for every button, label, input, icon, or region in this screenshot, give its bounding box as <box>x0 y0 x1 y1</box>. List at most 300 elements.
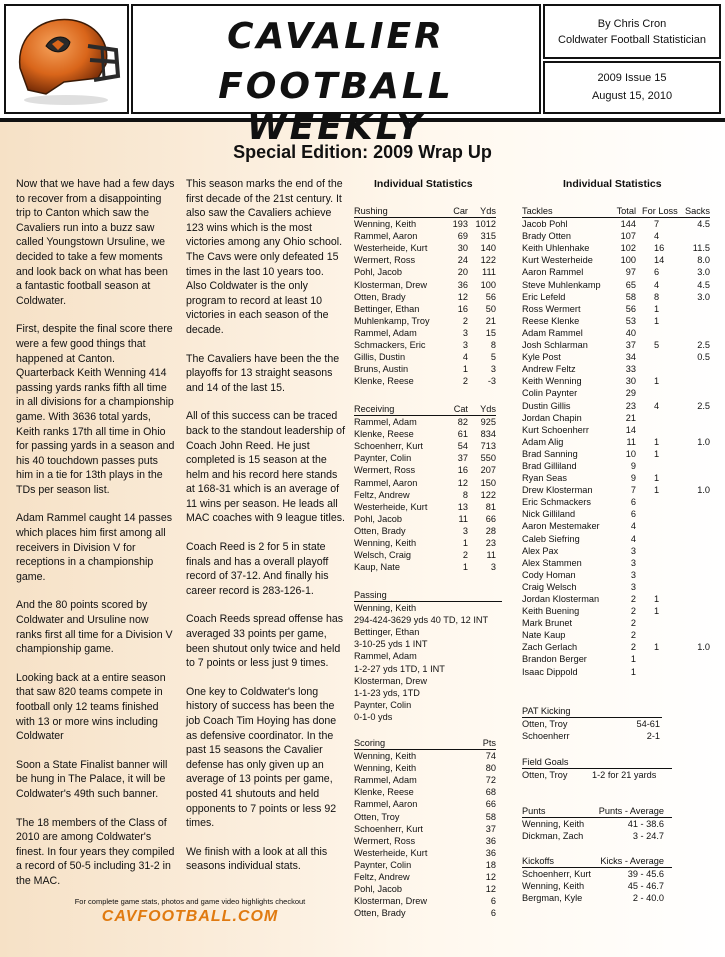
stat-cell: Schoenherr, Kurt <box>354 823 423 834</box>
tackles-row <box>522 242 710 254</box>
stat-cell: 58 <box>625 291 636 302</box>
stat-cell: 14 <box>625 424 636 435</box>
stat-cell: 4 <box>654 400 660 411</box>
scoring-row <box>354 774 496 786</box>
tackles-row <box>522 605 710 617</box>
stat-cell: Muhlenkamp, Troy <box>354 315 430 326</box>
paragraph: Coach Reed is 2 for 5 in state finals and has a overall playoff record of 37-12. And finally his career record is 283-126-1. <box>186 541 329 597</box>
stat-cell: 18 <box>485 859 496 870</box>
rushing-row <box>354 375 496 387</box>
rushing-row <box>354 303 496 315</box>
pat-row <box>522 718 662 730</box>
stat-cell: 36 <box>457 279 468 290</box>
paragraph: Coach Reeds spread offense has averaged 33 points per game, been shutout only twice and held to 7 points or less just 9 times. <box>186 613 344 670</box>
stat-cell: 100 <box>480 279 496 290</box>
stat-cell: 4 <box>462 352 468 363</box>
tackles-row <box>522 400 710 412</box>
punts-row <box>522 818 672 830</box>
receiving-row <box>354 501 496 513</box>
stat-cell: 144 <box>620 219 636 230</box>
stat-cell: 37 <box>485 823 496 834</box>
scoring-row <box>354 895 496 907</box>
stat-cell: Nate Kaup <box>522 630 566 641</box>
stat-cell: 61 <box>457 429 468 440</box>
title-box <box>131 4 541 148</box>
tackles-row <box>522 351 710 363</box>
stat-cell: 41 - 38.6 <box>627 819 664 830</box>
stat-cell: -3 <box>487 376 496 387</box>
stat-cell: Wermert, Ross <box>354 465 416 476</box>
stat-cell: 1.0 <box>697 642 710 653</box>
passing-line <box>354 699 502 711</box>
passing-line <box>354 614 502 626</box>
stat-cell: Schoenherr, Kurt <box>522 869 591 880</box>
stat-cell: 29 <box>625 388 636 399</box>
receiving-row <box>354 440 496 452</box>
stat-cell: 9 <box>630 460 636 471</box>
stat-cell: 1-1-23 yds, 1TD <box>354 687 420 698</box>
rushing-row <box>354 266 496 278</box>
tackles-row <box>522 448 710 460</box>
receiving-table <box>354 403 496 573</box>
stat-cell: 36 <box>485 835 496 846</box>
masthead-title-line2: FOOTBALL WEEKLY <box>218 66 454 148</box>
tackles-row <box>522 557 710 569</box>
stat-cell: Brad Sanning <box>522 448 578 459</box>
tackles-row <box>522 412 710 424</box>
tackles-row <box>522 218 710 230</box>
stat-cell: Sacks <box>684 206 710 216</box>
stat-cell: Pts <box>482 738 496 748</box>
tackles-row <box>522 641 710 653</box>
stat-cell: Nick Gilliland <box>522 509 576 520</box>
receiving-row <box>354 561 496 573</box>
tackles-row <box>522 653 710 665</box>
paragraph: Now that we have had a few days to recover from a disappointing trip to Canton which saw the Cavaliers run into a buzz saw called Youngstown Ursuline, we decided to take a few moments and look back on what has been a fantastic football season at Coldwater. <box>16 178 175 307</box>
punts-row <box>522 830 672 842</box>
stat-cell: 3 <box>630 569 636 580</box>
stat-cell: Pohl, Jacob <box>354 884 403 895</box>
stat-cell: 3.0 <box>697 267 710 278</box>
stat-cell: 20 <box>457 267 468 278</box>
tackles-table <box>522 205 710 678</box>
paragraph: One key to Coldwater's long history of success has been the job Coach Tim Hoying has done as defensive coordinator. In the past 15 seasons the Cavalier defense has only given up an average of 13 points per game, posted 41 shutouts and held opponents to 7 points or less 92 times. <box>186 685 337 830</box>
stat-cell: 34 <box>625 352 636 363</box>
pat-table <box>522 705 662 742</box>
stat-cell: Kicks - Average <box>600 856 664 866</box>
stat-cell: Bettinger, Ethan <box>354 627 420 638</box>
stat-cell: 45 - 46.7 <box>627 881 664 892</box>
stat-cell: Passing <box>354 590 387 600</box>
stat-cell: 97 <box>625 267 636 278</box>
tackles-row <box>522 545 710 557</box>
passing-line <box>354 687 502 699</box>
stat-cell: 1 <box>654 485 660 496</box>
kickoffs-row <box>522 892 672 904</box>
stat-cell: Welsch, Craig <box>354 550 412 561</box>
stat-cell: 1 <box>654 448 660 459</box>
stat-cell: 65 <box>625 279 636 290</box>
rushing-table <box>354 205 496 387</box>
stat-cell: Zach Gerlach <box>522 642 578 653</box>
tackles-row <box>522 569 710 581</box>
stat-cell: 2 <box>630 594 636 604</box>
stat-cell: 80 <box>485 763 496 774</box>
tackles-row <box>522 266 710 278</box>
stat-cell: Adam Alig <box>522 436 564 447</box>
stat-cell: Adam Rammel <box>522 327 583 338</box>
stat-cell: Rammel, Adam <box>354 417 417 428</box>
receiving-row <box>354 452 496 464</box>
fg-row <box>522 769 672 781</box>
stat-cell: 550 <box>480 453 496 464</box>
stat-cell: 3 <box>490 562 496 573</box>
tackles-row <box>522 460 710 472</box>
tackles-row <box>522 496 710 508</box>
stat-cell: 1 <box>462 364 468 375</box>
stat-cell: 2-1 <box>646 731 660 742</box>
stat-cell: Brandon Berger <box>522 654 587 665</box>
stat-cell: Wenning, Keith <box>354 219 417 230</box>
masthead <box>0 0 725 148</box>
stat-cell: Wenning, Keith <box>522 881 585 892</box>
stat-cell: 5 <box>654 340 660 351</box>
tackles-row <box>522 279 710 291</box>
tackles-row <box>522 339 710 351</box>
stat-cell: Ross Wermert <box>522 303 581 314</box>
tackles-row <box>522 581 710 593</box>
stat-cell: 1-2-27 yds 1TD, 1 INT <box>354 663 445 674</box>
stat-cell: 54 <box>457 441 468 452</box>
stat-cell: Klenke, Reese <box>354 429 414 440</box>
passing-line <box>354 711 502 723</box>
rushing-row <box>354 242 496 254</box>
fg-header <box>522 756 672 769</box>
stat-cell: 1 <box>654 436 660 447</box>
scoring-table <box>354 737 496 919</box>
rushing-row <box>354 351 496 363</box>
tackles-row <box>522 375 710 387</box>
stat-cell: Brad Gilliland <box>522 460 577 471</box>
stat-cell: 1 <box>654 473 660 484</box>
stat-cell: 11.5 <box>692 243 710 254</box>
scoring-row <box>354 823 496 835</box>
stat-cell: 30 <box>625 376 636 387</box>
fg-table <box>522 756 672 781</box>
stat-cell: 82 <box>457 417 468 428</box>
stat-cell: Mark Brunet <box>522 618 573 629</box>
stat-cell: Klosterman, Drew <box>354 279 428 290</box>
stat-cell: Jacob Pohl <box>522 219 568 230</box>
rushing-row <box>354 315 496 327</box>
stat-cell: 37 <box>457 453 468 464</box>
stat-cell: Cody Homan <box>522 569 576 580</box>
stat-cell: Klenke, Reese <box>354 787 414 798</box>
stat-cell: 12 <box>485 872 496 883</box>
stat-cell: Bergman, Kyle <box>522 893 583 904</box>
stat-cell: 14 <box>654 255 665 266</box>
website-link[interactable]: CAVFOOTBALL.COM <box>101 908 279 925</box>
stat-cell: Klosterman, Drew <box>354 896 428 907</box>
stat-cell: 140 <box>480 243 496 254</box>
stat-cell: 1 <box>654 642 660 653</box>
stat-cell: Wenning, Keith <box>354 763 417 774</box>
stat-cell: 66 <box>485 799 496 810</box>
stat-cell: 3 <box>630 545 636 556</box>
scoring-row <box>354 847 496 859</box>
stat-cell: Westerheide, Kurt <box>354 847 428 858</box>
stat-cell: Pohl, Jacob <box>354 513 403 524</box>
stat-cell: Keith Wenning <box>522 376 582 387</box>
stat-cell: 24 <box>457 255 468 266</box>
stat-cell: 3-10-25 yds 1 INT <box>354 639 428 650</box>
scoring-row <box>354 811 496 823</box>
stat-cell: PAT Kicking <box>522 706 571 716</box>
stat-cell: Gillis, Dustin <box>354 352 406 363</box>
rushing-row <box>354 230 496 242</box>
stat-cell: Keith Uhlenhake <box>522 243 590 254</box>
stat-cell: 3 <box>490 364 496 375</box>
punts-table <box>522 805 672 842</box>
stat-cell: Andrew Feltz <box>522 364 576 375</box>
stat-cell: 8.0 <box>697 255 710 266</box>
stat-cell: Wermert, Ross <box>354 835 416 846</box>
stat-cell: Tackles <box>522 206 553 216</box>
receiving-row <box>354 513 496 525</box>
stat-cell: Isaac Dippold <box>522 666 578 677</box>
stat-cell: 74 <box>485 751 496 762</box>
logo-box <box>4 4 129 114</box>
stat-cell: 1 <box>654 606 660 617</box>
stat-cell: 2 - 40.0 <box>632 893 664 904</box>
stat-cell: Dickman, Zach <box>522 831 584 842</box>
receiving-row <box>354 489 496 501</box>
stat-cell: 7 <box>654 219 660 230</box>
tackles-row <box>522 508 710 520</box>
stat-cell: 122 <box>480 255 496 266</box>
tackles-row <box>522 327 710 339</box>
receiving-row <box>354 549 496 561</box>
stat-cell: 4 <box>630 533 636 544</box>
tackles-row <box>522 484 710 496</box>
byline-box <box>543 4 721 59</box>
tackles-row <box>522 520 710 532</box>
kickoffs-row <box>522 880 672 892</box>
stat-cell: 56 <box>485 291 496 302</box>
tackles-row <box>522 593 710 605</box>
issue-box <box>543 61 721 114</box>
stat-cell: 111 <box>482 267 496 278</box>
stat-cell: 8 <box>462 489 468 500</box>
receiving-row <box>354 416 496 428</box>
stat-cell: 54-61 <box>636 719 660 730</box>
tackles-row <box>522 303 710 315</box>
paragraph: We finish with a look at all this seasons individual stats. <box>186 845 328 873</box>
stat-cell: Wenning, Keith <box>354 751 417 762</box>
tackles-row <box>522 230 710 242</box>
stat-cell: 1012 <box>475 219 496 230</box>
stat-cell: Field Goals <box>522 757 569 767</box>
tackles-row <box>522 617 710 629</box>
stat-cell: 1 <box>654 303 660 314</box>
stat-cell: Punts - Average <box>598 806 664 816</box>
stat-cell: 4.5 <box>697 279 710 290</box>
stat-cell: 7 <box>630 485 636 496</box>
stat-cell: 150 <box>480 477 496 488</box>
stat-cell: 11 <box>458 513 468 524</box>
scoring-row <box>354 883 496 895</box>
stat-cell: 53 <box>625 315 636 326</box>
stat-cell: 72 <box>485 775 496 786</box>
stat-cell: 6 <box>490 896 496 907</box>
stat-cell: Paynter, Colin <box>354 699 412 710</box>
stat-cell: 37 <box>625 340 636 351</box>
paragraph: And the 80 points scored by Coldwater and Ursuline now ranks first all time for a Division V championship game. <box>16 599 173 656</box>
tackles-header <box>522 205 710 218</box>
stat-cell: 15 <box>485 327 496 338</box>
tackles-row <box>522 533 710 545</box>
stat-cell: Otten, Brady <box>354 525 406 536</box>
stat-cell: 81 <box>485 501 496 512</box>
stat-cell: 23 <box>625 400 636 411</box>
paragraph: Soon a State Finalist banner will be hung in The Palace, it will be Coldwater's 49th such banner. <box>16 758 168 800</box>
stat-cell: Rammel, Aaron <box>354 231 418 242</box>
stat-cell: Reese Klenke <box>522 315 580 326</box>
paragraph: Looking back at a entire season that saw 820 teams compete in football only 12 teams finished with 13 or more wins including Coldwater <box>16 671 166 743</box>
receiving-row <box>354 428 496 440</box>
stat-cell: 12 <box>457 291 468 302</box>
stat-cell: 6 <box>630 497 636 508</box>
stat-cell: Schoenherr, Kurt <box>354 441 423 452</box>
passing-line <box>354 638 502 650</box>
stat-cell: Kurt Schoenherr <box>522 424 589 435</box>
stat-cell: 1.0 <box>697 485 710 496</box>
stat-cell: Eric Schmackers <box>522 497 591 508</box>
stat-cell: 6 <box>490 908 496 919</box>
stat-cell: Rammel, Aaron <box>354 477 418 488</box>
masthead-title-line1: CAVALIER <box>227 16 445 57</box>
stat-cell: Westerheide, Kurt <box>354 243 428 254</box>
receiving-row <box>354 537 496 549</box>
stat-cell: Jordan Klosterman <box>522 594 600 604</box>
issue-number: 2009 Issue 15 <box>597 72 667 84</box>
stat-cell: 56 <box>625 303 636 314</box>
stat-cell: 3 <box>630 581 636 592</box>
stat-cell: Wenning, Keith <box>354 538 417 549</box>
stat-cell: 68 <box>485 787 496 798</box>
stat-cell: 1 <box>654 376 660 387</box>
stat-cell: Kurt Westerheide <box>522 255 593 266</box>
stat-cell: 6 <box>654 267 660 278</box>
rushing-row <box>354 339 496 351</box>
stat-cell: 1 <box>630 654 636 665</box>
stat-cell: 3.0 <box>697 291 710 302</box>
stat-cell: 102 <box>620 243 636 254</box>
stat-cell: 8 <box>654 291 660 302</box>
stats-heading-right: Individual Statistics <box>563 178 662 190</box>
stat-cell: Feltz, Andrew <box>354 872 410 883</box>
stat-cell: 1 <box>654 594 660 604</box>
stat-cell: 0.5 <box>697 352 710 363</box>
stat-cell: Wenning, Keith <box>354 603 417 614</box>
stat-cell: 2 <box>462 376 468 387</box>
stat-cell: Dustin Gillis <box>522 400 571 411</box>
stat-cell: 834 <box>480 429 496 440</box>
stat-cell: 2 <box>630 642 636 653</box>
stat-cell: Otten, Troy <box>354 811 400 822</box>
stat-cell: Steve Muhlenkamp <box>522 279 601 290</box>
tackles-row <box>522 315 710 327</box>
stat-cell: 2 <box>630 618 636 629</box>
stat-cell: Schoenherr <box>522 731 570 742</box>
rushing-row <box>354 363 496 375</box>
rushing-row <box>354 218 496 230</box>
stat-cell: 21 <box>485 315 496 326</box>
stat-cell: Colin Paynter <box>522 388 578 399</box>
stat-cell: Aaron Mestemaker <box>522 521 600 532</box>
stat-cell: Bettinger, Ethan <box>354 303 420 314</box>
article-column-1 <box>16 177 176 903</box>
author: By Chris Cron <box>597 18 667 30</box>
stat-cell: Car <box>453 206 468 216</box>
stat-cell: 315 <box>480 231 496 242</box>
stat-cell: Josh Schlarman <box>522 340 588 351</box>
stat-cell: 6 <box>630 509 636 520</box>
tackles-row <box>522 666 710 678</box>
stat-cell: 1 <box>462 538 468 549</box>
stat-cell: 925 <box>480 417 496 428</box>
author-role: Coldwater Football Statistician <box>558 34 706 46</box>
stat-cell: For Loss <box>642 206 678 216</box>
stat-cell: Paynter, Colin <box>354 859 412 870</box>
stat-cell: 16 <box>457 465 468 476</box>
stat-cell: 1 <box>654 315 660 326</box>
tackles-row <box>522 629 710 641</box>
footer-note: For complete game stats, photos and game video highlights checkout <box>74 897 306 906</box>
stat-cell: Bruns, Austin <box>354 364 409 375</box>
rushing-row <box>354 254 496 266</box>
stat-cell: Otten, Brady <box>354 908 406 919</box>
stat-cell: 3 <box>462 340 468 351</box>
article-column-2 <box>186 177 346 888</box>
passing-line <box>354 650 502 662</box>
paragraph: First, despite the final score there were a few good things that happened at Canton. Quarterback Keith Wenning 414 passing yards ranks fifth all time in all divisions for a championship game. With 3636 total yards, Keith ranks 17th all time in Ohio for passing yards in a season and his 40 touchdown passes puts him in a tie for 13th plays in the TDs per season list. <box>16 323 175 496</box>
stat-cell: 2 <box>630 606 636 617</box>
tackles-row <box>522 363 710 375</box>
stat-cell: 12 <box>485 884 496 895</box>
stat-cell: Eric Lefeld <box>522 291 566 302</box>
tackles-row <box>522 291 710 303</box>
stat-cell: 4 <box>654 231 660 242</box>
pat-row <box>522 730 662 742</box>
tackles-row <box>522 472 710 484</box>
stat-cell: 2 <box>630 630 636 641</box>
scoring-row <box>354 762 496 774</box>
stat-cell: Punts <box>522 806 546 816</box>
scoring-row <box>354 871 496 883</box>
stat-cell: 9 <box>630 473 636 484</box>
stat-cell: Rammel, Adam <box>354 327 417 338</box>
stat-cell: Aaron Rammel <box>522 267 584 278</box>
football-helmet-icon <box>6 6 127 112</box>
stat-cell: 4.5 <box>697 219 710 230</box>
paragraph: The 18 members of the Class of 2010 are among Coldwater's finest. In four years they compiled a record of 50-5 including 31-2 in the MAC. <box>16 816 175 887</box>
stat-cell: 2.5 <box>697 340 710 351</box>
stat-cell: Feltz, Andrew <box>354 489 410 500</box>
stat-cell: 2 <box>462 315 468 326</box>
scoring-row <box>354 786 496 798</box>
stat-cell: 0-1-0 yds <box>354 711 393 722</box>
